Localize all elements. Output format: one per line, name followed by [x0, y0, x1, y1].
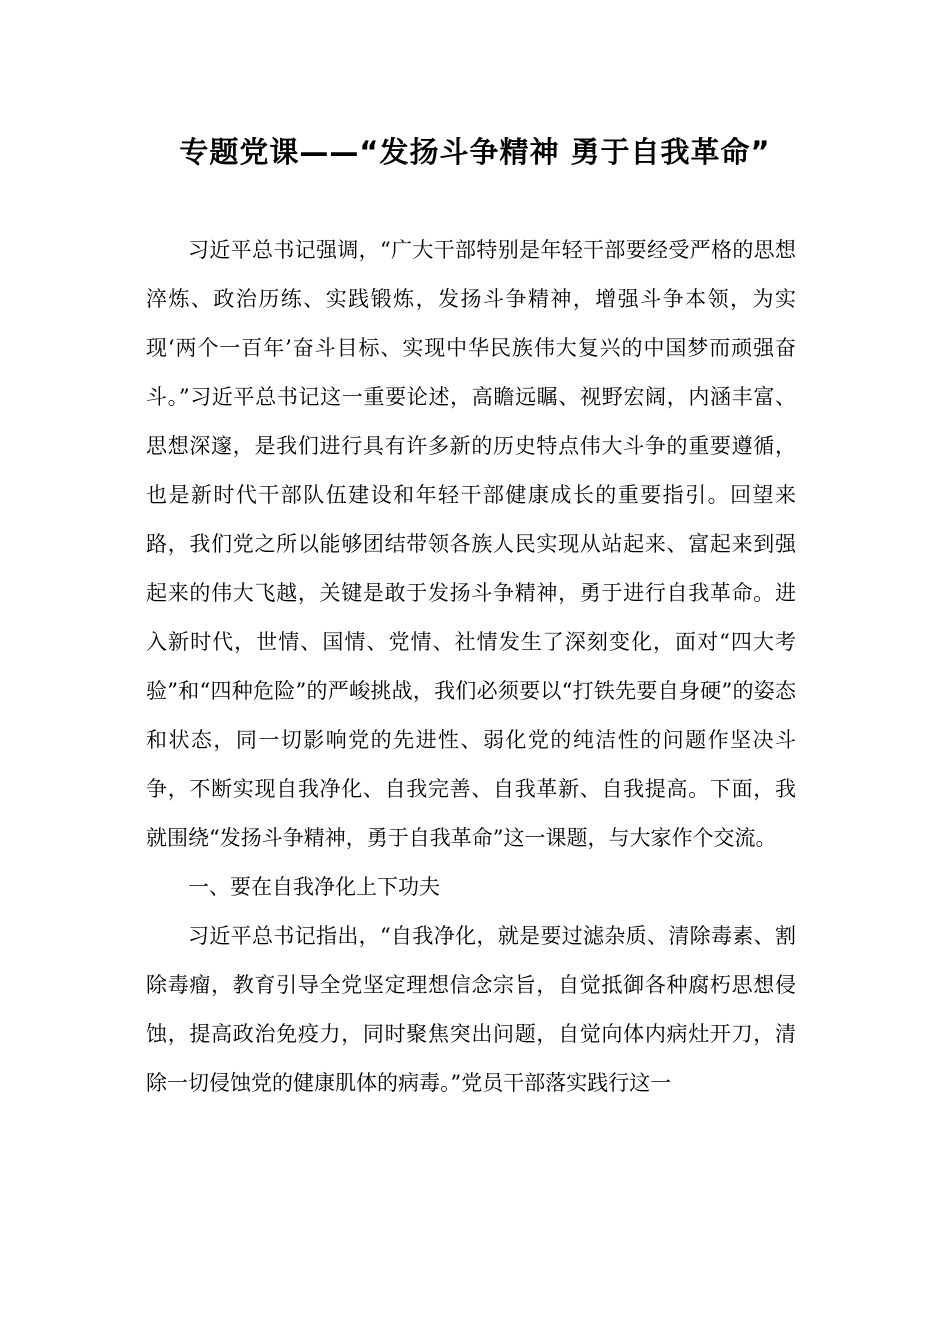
document-body: [146, 226, 796, 1108]
section-heading: 一、要在自我净化上下功夫: [188, 875, 440, 899]
section-paragraph: 习近平总书记指出，“自我净化，就是要过滤杂质、清除毒素、割除毒瘤，教育引导全党坚定理想信念宗旨，自觉抵御各种腐朽思想侵蚀，提高政治免疫力，同时聚焦突出问题，自觉向体内病灶开刀，清除一切侵蚀党的健康肌体的病毒。”党员干部落实践行这一: [146, 924, 796, 1095]
intro-paragraph: 习近平总书记强调，“广大干部特别是年轻干部要经受严格的思想淬炼、政治历练、实践锻炼，发扬斗争精神，增强斗争本领，为实现‘两个一百年’奋斗目标、实现中华民族伟大复兴的中国梦而顽强奋斗。”习近平总书记这一重要论述，高瞻远瞩、视野宏阔，内涵丰富、思想深邃，是我们进行具有许多新的历史特点伟大斗争的重要遵循，也是新时代干部队伍建设和年轻干部健康成长的重要指引。回望来路，我们党之所以能够团结带领各族人民实现从站起来、富起来到强起来的伟大飞越，关键是敢于发扬斗争精神，勇于进行自我革命。进入新时代，世情、国情、党情、社情发生了深刻变化，面对“四大考验”和“四种危险”的严峻挑战，我们必须要以“打铁先要自身硬”的姿态和状态，同一切影响党的先进性、弱化党的纯洁性的问题作坚决斗争，不断实现自我净化、自我完善、自我革新、自我提高。下面，我就围绕“发扬斗争精神，勇于自我革命”这一课题，与大家作个交流。: [146, 238, 796, 850]
document-title: 专题党课——“发扬斗争精神 勇于自我革命”: [179, 135, 771, 169]
